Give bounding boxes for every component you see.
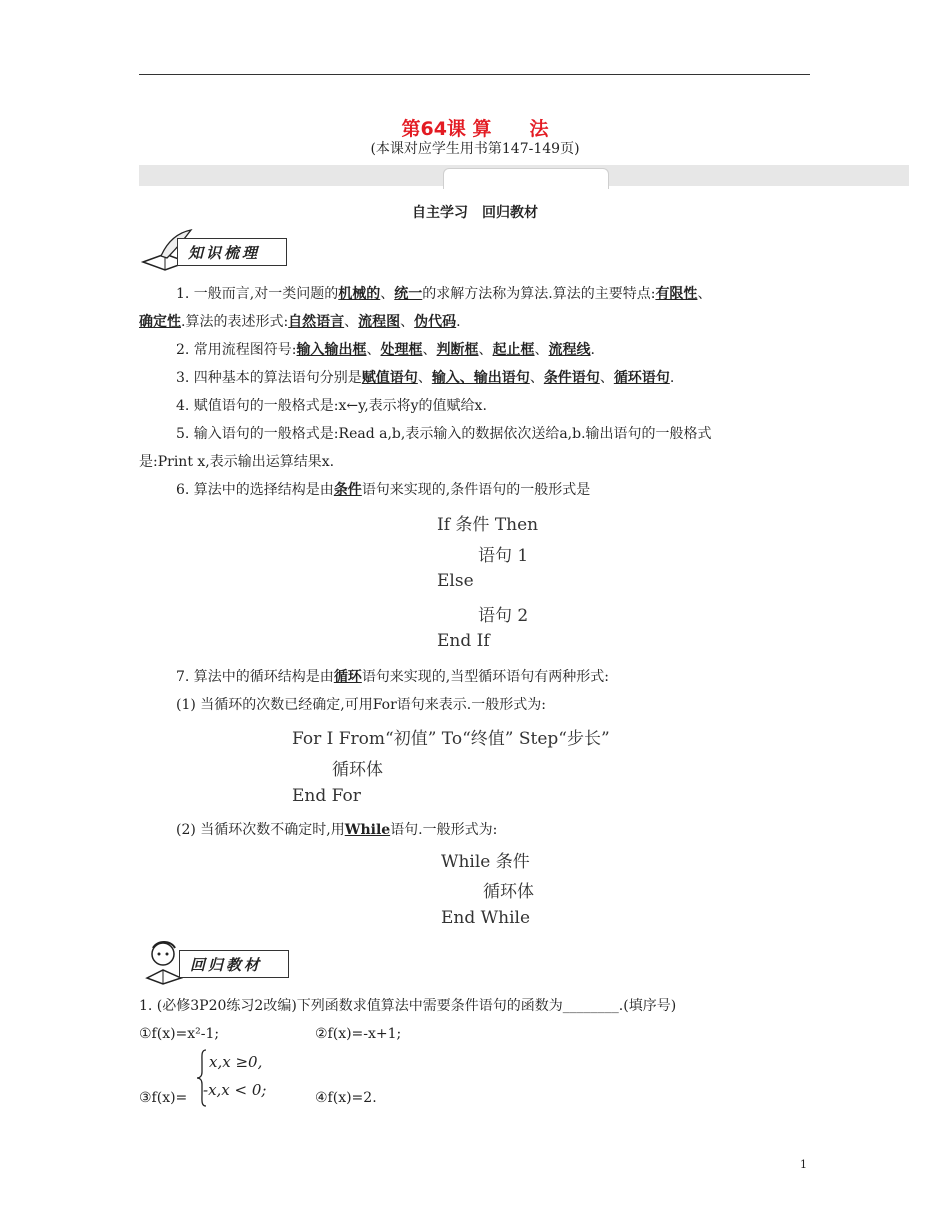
exercise-1-question: 1. (必修3P20练习2改编)下列函数求值算法中需要条件语句的函数为________.(填序号) <box>139 998 677 1014</box>
option-2: ②f(x)=-x+1; <box>315 1026 402 1042</box>
code-if-line4: 语句 2 <box>478 606 529 626</box>
item-5-line1: 5. 输入语句的一般格式是:Read a,b,表示输入的数据依次送给a,b.输出语句的一般格式 <box>176 426 712 442</box>
option-3-prefix: ③f(x)= <box>139 1090 188 1106</box>
code-if-line1: If 条件 Then <box>437 515 539 535</box>
code-if-line3: Else <box>437 571 474 591</box>
code-while-line3: End While <box>441 908 531 928</box>
code-for-line3: End For <box>292 786 361 806</box>
item-7-1: (1) 当循环的次数已经确定,可用For语句来表示.一般形式为: <box>176 697 546 713</box>
item-1-line2: 确定性.算法的表述形式:自然语言、流程图、伪代码. <box>139 314 461 330</box>
item-4: 4. 赋值语句的一般格式是:x←y,表示将y的值赋给x. <box>176 398 487 414</box>
item-5-line2: 是:Print x,表示输出运算结果x. <box>139 454 335 470</box>
option-3-case1: x,x ≥0, <box>209 1053 263 1071</box>
lesson-title: 第64课 算 法 <box>401 118 549 140</box>
item-7-2: (2) 当循环次数不确定时,用While语句.一般形式为: <box>176 822 498 838</box>
page-number: 1 <box>800 1158 807 1171</box>
option-1: ①f(x)=x²-1; <box>139 1026 220 1042</box>
review-banner <box>139 938 289 986</box>
top-rule <box>139 74 810 75</box>
code-while-line2: 循环体 <box>483 882 534 902</box>
code-for-line1: For I From“初值” To“终值” Step“步长” <box>292 729 610 749</box>
lesson-subtitle: (本课对应学生用书第147-149页) <box>370 141 580 157</box>
item-7: 7. 算法中的循环结构是由循环语句来实现的,当型循环语句有两种形式: <box>176 669 609 685</box>
option-3-case2: -x,x < 0; <box>203 1081 267 1099</box>
code-if-line2: 语句 1 <box>478 546 529 566</box>
item-6: 6. 算法中的选择结构是由条件语句来实现的,条件语句的一般形式是 <box>176 482 591 498</box>
code-for-line2: 循环体 <box>332 760 383 780</box>
header-tab <box>443 168 609 189</box>
knowledge-banner <box>139 228 289 272</box>
item-1-line1: 1. 一般而言,对一类问题的机械的、统一的求解方法称为算法.算法的主要特点:有限性、 <box>176 286 712 302</box>
item-2: 2. 常用流程图符号:输入输出框、处理框、判断框、起止框、流程线. <box>176 342 595 358</box>
option-4: ④f(x)=2. <box>315 1090 377 1106</box>
code-while-line1: While 条件 <box>441 852 530 872</box>
banner-knowledge-label: 知识梳理 <box>177 238 287 266</box>
banner-review-label: 回归教材 <box>179 950 289 978</box>
item-3: 3. 四种基本的算法语句分别是赋值语句、输入、输出语句、条件语句、循环语句. <box>176 370 675 386</box>
section-title: 自主学习 回归教材 <box>412 205 538 221</box>
code-if-line5: End If <box>437 631 490 651</box>
